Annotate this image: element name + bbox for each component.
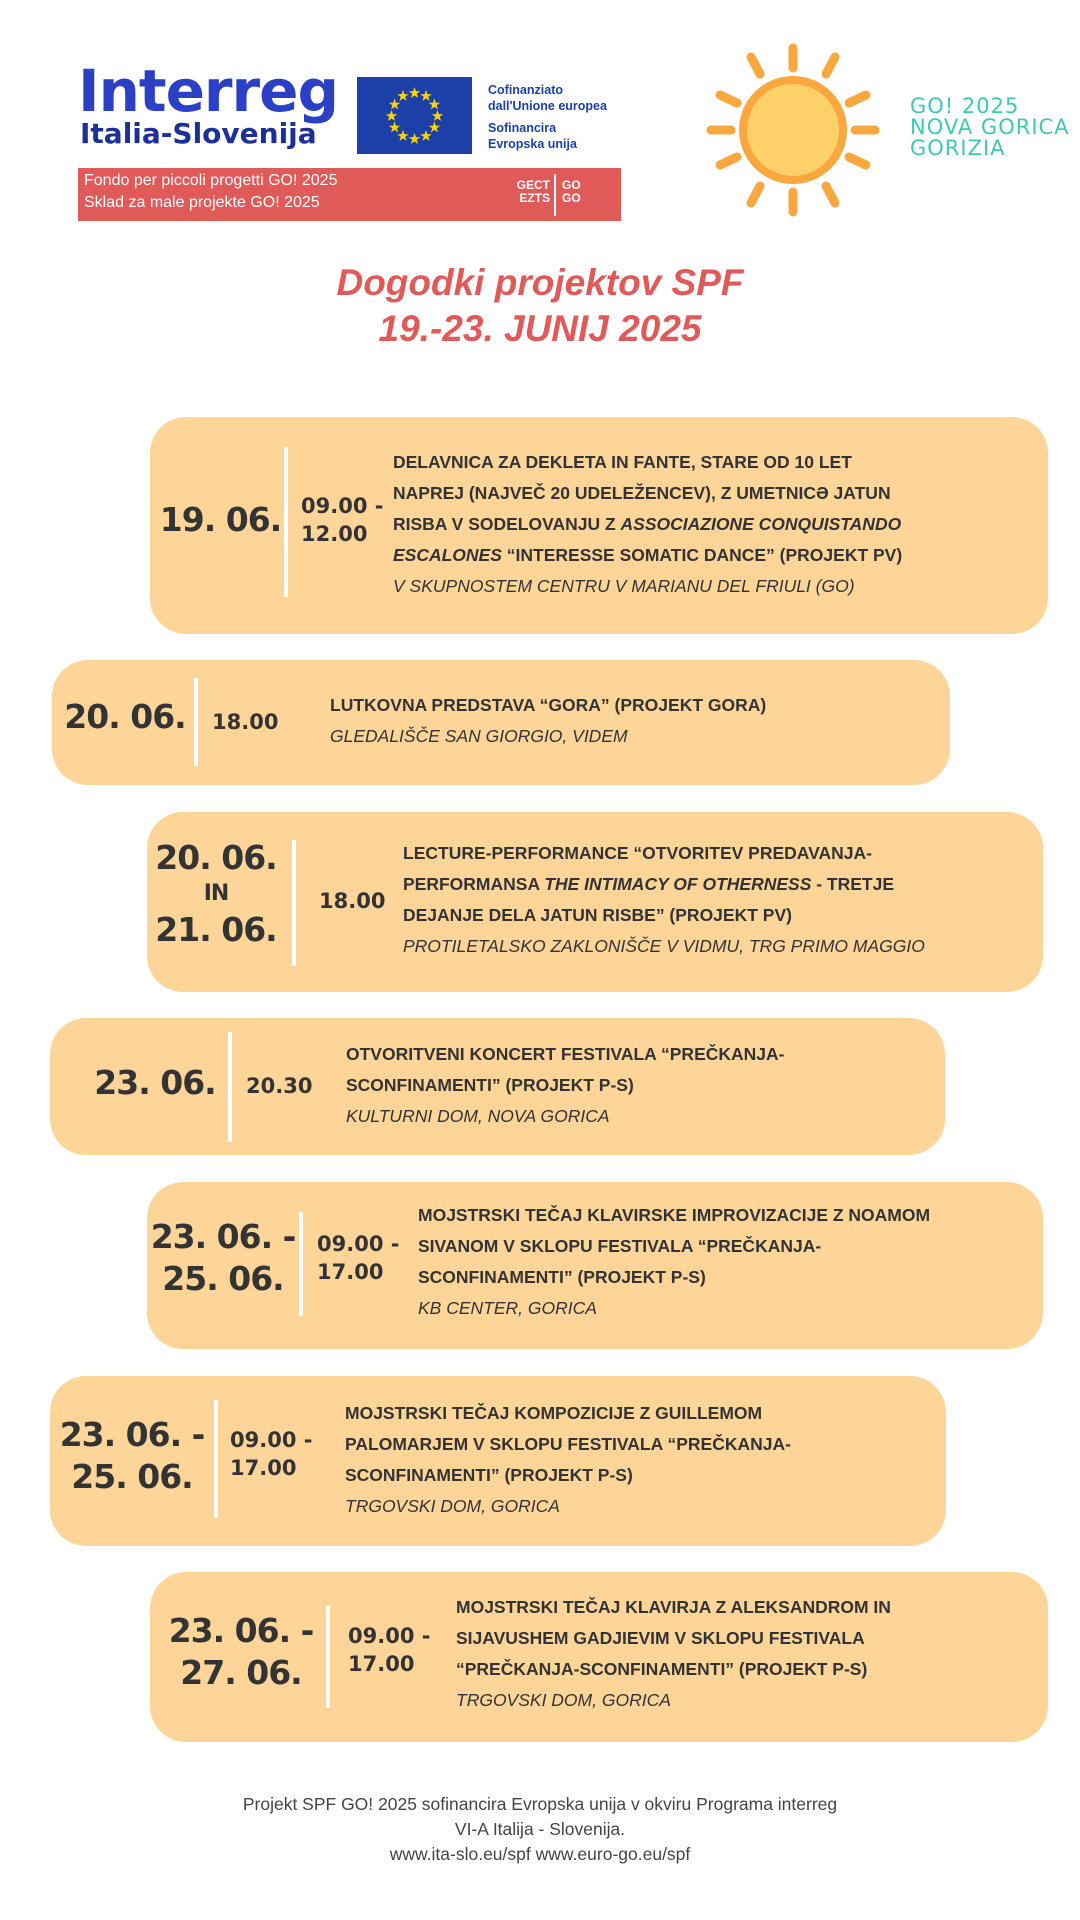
event-date-start: 20. 06. — [155, 838, 277, 877]
event-date-and: IN — [203, 881, 229, 906]
event-divider — [299, 1212, 303, 1316]
event-date-end: 25. 06. — [162, 1259, 284, 1298]
event-divider — [214, 1400, 218, 1518]
event-date — [151, 837, 281, 951]
event-description — [456, 1592, 1041, 1716]
event-title-line: - TRETJE — [811, 874, 895, 894]
event-time — [301, 492, 383, 548]
footer-line-2: VI-A Italija - Slovenija. — [454, 1819, 626, 1839]
event-description — [403, 838, 1033, 962]
event-title-line: NAPREJ (NAJVEČ 20 UDELEŽENCEV), Z UMETNICƏ JATUN — [393, 483, 891, 503]
event-title-line: SIVANOM V SKLOPU FESTIVALA “PREČKANJA- — [418, 1236, 822, 1256]
eu-text-it-2: dall'Unione europea — [488, 99, 607, 113]
event-title-line: “PREČKANJA-SCONFINAMENTI” (PROJEKT P-S) — [456, 1659, 868, 1679]
eu-text-sl-1: Sofinancira — [488, 121, 557, 135]
event-card-2 — [52, 660, 950, 785]
event-title-line: MOJSTRSKI TEČAJ KOMPOZICIJE Z GUILLEMOM — [345, 1403, 763, 1423]
event-description — [345, 1398, 935, 1522]
fund-text-sl: Sklad za male projekte GO! 2025 — [84, 194, 320, 211]
event-time-start: 09.00 - — [317, 1232, 400, 1256]
event-time-end: 12.00 — [301, 522, 368, 546]
event-card-3 — [147, 812, 1043, 992]
footer-links: www.ita-slo.eu/spf www.euro-go.eu/spf — [389, 1844, 691, 1864]
event-location: TRGOVSKI DOM, GORICA — [345, 1496, 560, 1516]
gect-logo — [490, 179, 550, 205]
go2025-line2: NOVA GORICA — [910, 115, 1070, 139]
event-time-end: 17.00 — [317, 1260, 384, 1284]
event-time-start: 09.00 - — [348, 1624, 431, 1648]
event-time-end: 17.00 — [230, 1456, 297, 1480]
event-title-line: MOJSTRSKI TEČAJ KLAVIRSKE IMPROVIZACIJE Z NOAMOM — [418, 1205, 931, 1225]
event-divider — [284, 447, 288, 597]
event-title-line: RISBA V SODELOVANJU Z — [393, 514, 621, 534]
ezts-label: EZTS — [519, 191, 550, 205]
go-logo — [562, 179, 581, 205]
go-label-1: GO — [562, 178, 581, 192]
event-time — [212, 708, 278, 736]
event-date-start: 23. 06. - — [59, 1415, 205, 1454]
event-title-line: “INTERESSE SOMATIC DANCE” (PROJEKT PV) — [501, 545, 903, 565]
event-card-6 — [50, 1376, 946, 1546]
footer-line-1: Projekt SPF GO! 2025 sofinancira Evropska unija v okviru Programa interreg — [242, 1794, 838, 1814]
fund-text-it: Fondo per piccoli progetti GO! 2025 — [84, 172, 338, 189]
event-title-italic: ESCALONES — [393, 545, 502, 565]
go2025-logo — [910, 96, 1070, 159]
event-time-start: 09.00 - — [301, 494, 384, 518]
event-time-start: 18.00 — [212, 710, 279, 734]
event-title-line: LUTKOVNA PREDSTAVA “GORA” (PROJEKT GORA) — [330, 695, 767, 715]
event-date — [149, 1216, 297, 1300]
event-divider — [228, 1032, 232, 1142]
event-title-line: SIJAVUSHEM GADJIEVIM V SKLOPU FESTIVALA — [456, 1628, 865, 1648]
event-title-line: PERFORMANSA — [403, 874, 545, 894]
event-date: 19. 06. — [159, 500, 282, 539]
event-description — [418, 1200, 1038, 1324]
event-title-italic: THE INTIMACY OF OTHERNESS — [544, 874, 812, 894]
event-location: GLEDALIŠČE SAN GIORGIO, VIDEM — [330, 726, 628, 746]
event-time — [317, 1230, 399, 1286]
event-title-line: SCONFINAMENTI” (PROJEKT P-S) — [345, 1465, 633, 1485]
gect-label: GECT — [516, 178, 550, 192]
go2025-line3: GORIZIA — [910, 136, 1006, 160]
event-divider — [194, 678, 198, 766]
event-time-end: 17.00 — [348, 1652, 415, 1676]
event-date-end: 27. 06. — [180, 1653, 302, 1692]
event-time — [230, 1426, 312, 1482]
eu-text-it-1: Cofinanziato — [488, 83, 563, 97]
event-date — [58, 1414, 206, 1498]
event-card-1 — [150, 417, 1048, 634]
sun-icon — [703, 40, 883, 220]
event-title-italic: ASSOCIAZIONE CONQUISTANDO — [620, 514, 902, 534]
event-title-line: LECTURE-PERFORMANCE “OTVORITEV PREDAVANJA- — [403, 843, 872, 863]
logo-divider — [554, 174, 556, 216]
event-description — [346, 1039, 936, 1132]
event-date-start: 23. 06. - — [150, 1217, 296, 1256]
event-card-5 — [147, 1182, 1043, 1349]
event-title-line: MOJSTRSKI TEČAJ KLAVIRJA Z ALEKSANDROM IN — [456, 1597, 891, 1617]
eu-flag-icon — [357, 77, 472, 154]
event-location: TRGOVSKI DOM, GORICA — [456, 1690, 671, 1710]
event-location: KB CENTER, GORICA — [418, 1298, 597, 1318]
event-divider — [292, 840, 296, 966]
event-time-start: 20.30 — [246, 1074, 313, 1098]
event-date: 20. 06. — [64, 697, 186, 736]
event-date-start: 23. 06. - — [168, 1611, 314, 1650]
event-divider — [326, 1606, 330, 1708]
event-time — [246, 1072, 312, 1100]
event-date: 23. 06. — [94, 1063, 216, 1102]
event-card-4 — [50, 1018, 945, 1155]
event-date — [166, 1610, 316, 1694]
page-subtitle-dates: 19.-23. JUNIJ 2025 — [378, 308, 702, 349]
interreg-logo-subtitle: Italia-Slovenija — [80, 117, 317, 150]
event-card-7 — [150, 1572, 1048, 1742]
event-description — [393, 447, 1033, 602]
go2025-line1: GO! 2025 — [910, 94, 1020, 118]
eu-cofinancing-text — [488, 82, 607, 152]
event-time-start: 18.00 — [319, 889, 386, 913]
interreg-logo-title: Interreg — [78, 57, 338, 125]
event-time — [348, 1622, 430, 1678]
event-date-end: 21. 06. — [155, 910, 277, 949]
footer-note — [0, 1792, 1080, 1867]
event-date-end: 25. 06. — [71, 1457, 193, 1496]
event-description — [330, 690, 930, 752]
event-title-line: PALOMARJEM V SKLOPU FESTIVALA “PREČKANJA- — [345, 1434, 791, 1454]
event-title-line: DEJANJE DELA JATUN RISBE” (PROJEKT PV) — [403, 905, 792, 925]
event-location: PROTILETALSKO ZAKLONIŠČE V VIDMU, TRG PRIMO MAGGIO — [403, 936, 925, 956]
event-title-line: OTVORITVENI KONCERT FESTIVALA “PREČKANJA- — [346, 1044, 785, 1064]
eu-text-sl-2: Evropska unija — [488, 137, 577, 151]
event-location: V SKUPNOSTEM CENTRU V MARIANU DEL FRIULI (GO) — [393, 576, 855, 596]
go-label-2: GO — [562, 191, 581, 205]
event-title-line: DELAVNICA ZA DEKLETA IN FANTE, STARE OD 10 LET — [393, 452, 852, 472]
event-title-line: SCONFINAMENTI” (PROJEKT P-S) — [346, 1075, 634, 1095]
page-title: Dogodki projektov SPF — [336, 262, 744, 303]
event-title-line: SCONFINAMENTI” (PROJEKT P-S) — [418, 1267, 706, 1287]
event-time-start: 09.00 - — [230, 1428, 313, 1452]
event-location: KULTURNI DOM, NOVA GORICA — [346, 1106, 610, 1126]
event-time — [319, 887, 385, 915]
small-project-fund-band — [78, 168, 621, 221]
